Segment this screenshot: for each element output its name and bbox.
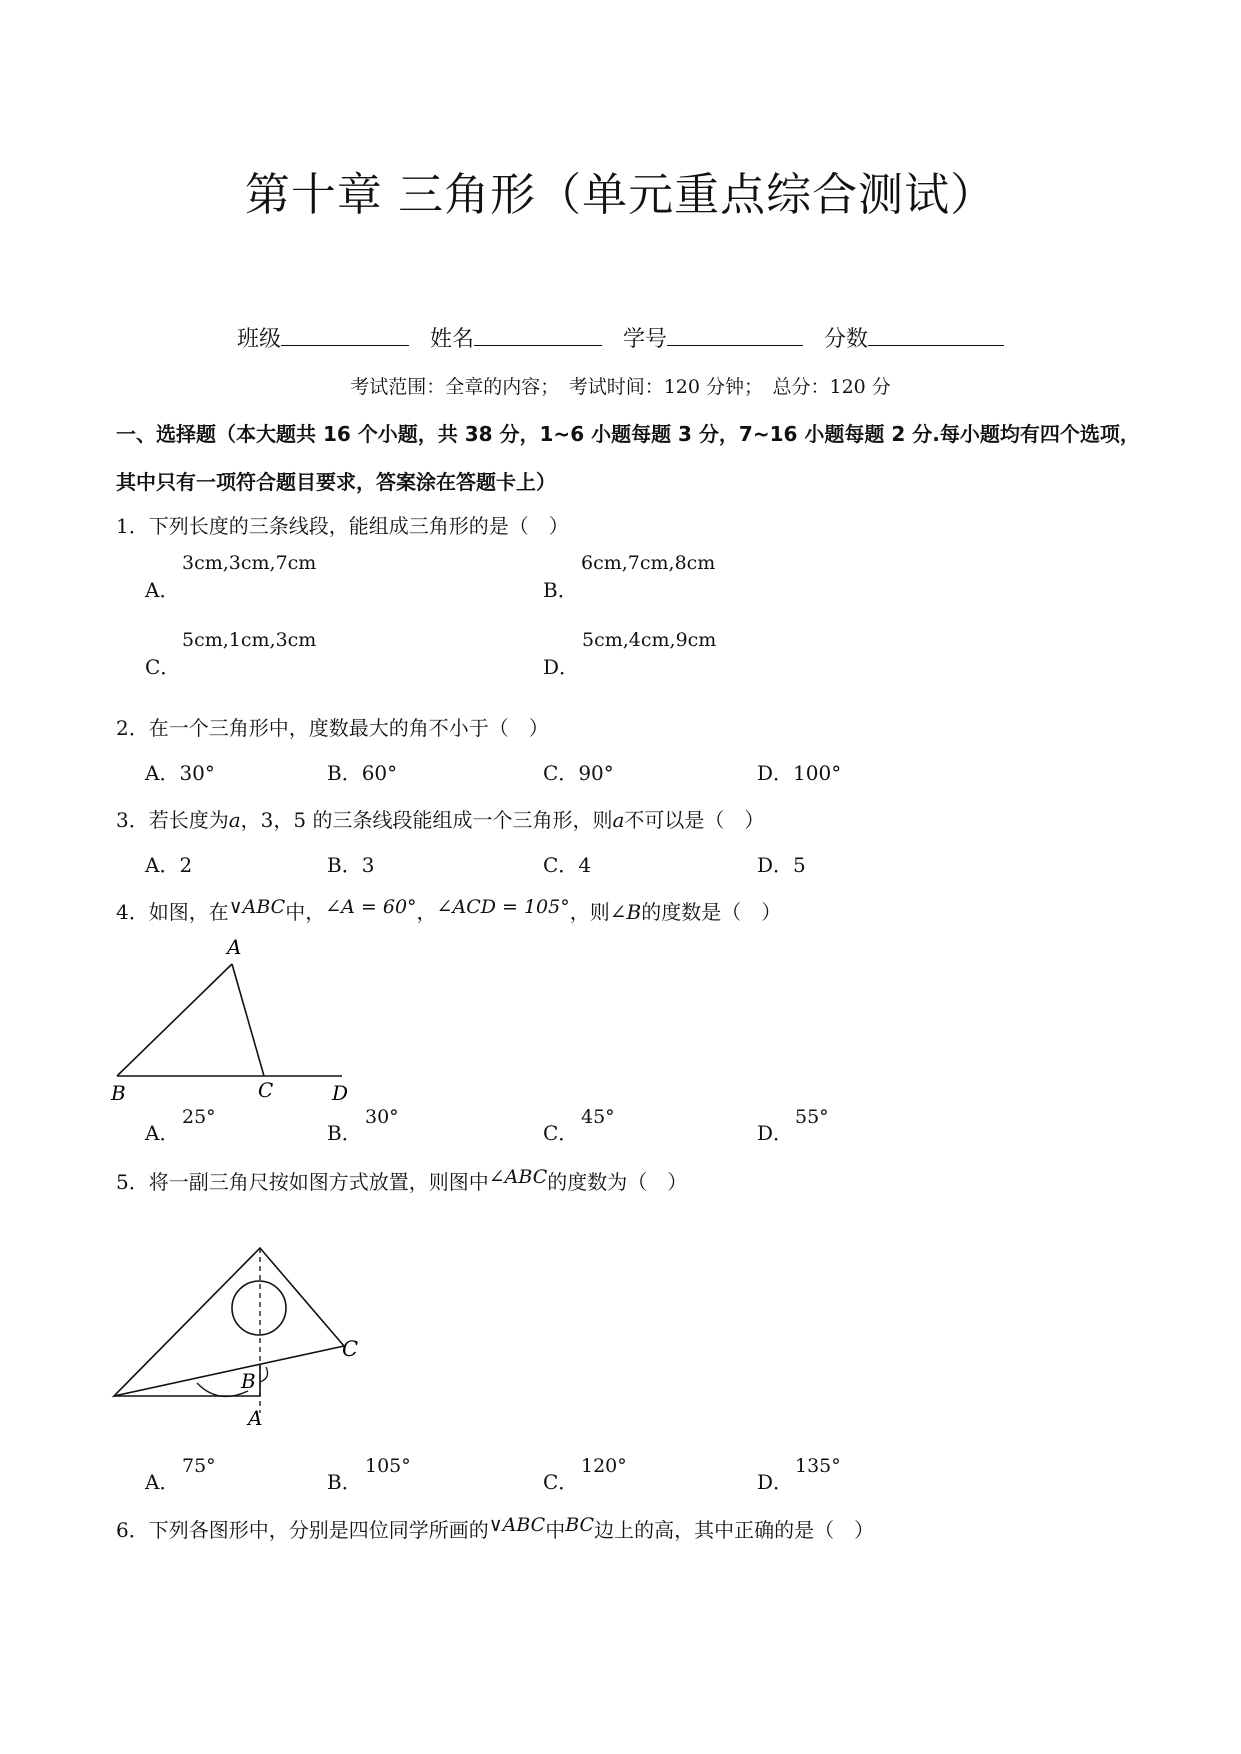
q6-stem-c: 边上的高，其中正确的是（ ） — [594, 1518, 875, 1542]
q4-label-c: C — [258, 1078, 274, 1100]
q5-circle-hole — [232, 1281, 286, 1335]
q3-option-b-value: 3 — [361, 853, 375, 877]
q4-option-d-value: 55° — [795, 1106, 829, 1128]
q1-option-d-letter[interactable]: D． — [543, 655, 580, 679]
q5-option-c-value: 120° — [581, 1455, 627, 1477]
q3-stem-c: 不可以是（ ） — [624, 808, 765, 832]
q4-stem-d: 的度数是（ ） — [641, 900, 782, 924]
q3-option-a-letter: A． — [145, 853, 180, 877]
q4-side-ac — [232, 964, 264, 1076]
q4-stem-c: ，则 — [569, 900, 610, 924]
q4-stem-b: 中， — [285, 900, 326, 924]
score-label: 分数 — [824, 327, 869, 352]
q5-set-square-45 — [114, 1248, 344, 1396]
q5-option-c-letter[interactable]: C． — [543, 1470, 579, 1494]
q2-option-c-value: 90° — [578, 761, 614, 785]
q5-figure — [100, 1235, 380, 1435]
q5-option-b-letter[interactable]: B． — [327, 1470, 362, 1494]
q4-label-a: A — [227, 935, 242, 959]
q1-option-b-letter[interactable]: B． — [543, 578, 578, 602]
q4-figure — [100, 930, 380, 1100]
q6-stem-b: 中 — [545, 1518, 566, 1542]
question-1-stem: 1．下列长度的三条线段，能组成三角形的是（ ） — [116, 514, 569, 538]
q2-option-c-letter: C． — [543, 761, 579, 785]
q5-label-b: B — [241, 1369, 256, 1393]
page-title: 第十章 三角形（单元重点综合测试） — [244, 168, 997, 221]
q4-side-ab — [117, 964, 232, 1076]
q3-stem-b: ，3，5 的三条线段能组成一个三角形，则 — [240, 808, 613, 832]
q3-option-c-letter: C． — [543, 853, 579, 877]
q2-option-d-letter: D． — [757, 761, 794, 785]
question-2-stem: 2．在一个三角形中，度数最大的角不小于（ ） — [116, 716, 549, 740]
q1-option-d-value: 5cm,4cm,9cm — [582, 629, 717, 651]
q4-option-c-letter[interactable]: C． — [543, 1121, 579, 1145]
score-blank[interactable] — [868, 325, 1004, 346]
q5-option-a-letter[interactable]: A． — [145, 1470, 180, 1494]
q4-option-a-letter[interactable]: A． — [145, 1121, 180, 1145]
q5-label-c: C — [342, 1337, 359, 1361]
q3-variable-a-2: a — [612, 808, 625, 832]
q6-side-bc: BC — [565, 1514, 595, 1536]
q4-option-d-letter[interactable]: D． — [757, 1121, 794, 1145]
q5-angle-abc: ∠ABC — [488, 1166, 548, 1188]
q3-option-d[interactable] — [757, 849, 806, 878]
q2-option-b-value: 60° — [361, 761, 398, 785]
q5-option-d-value: 135° — [795, 1455, 841, 1477]
q2-option-d[interactable] — [757, 757, 841, 786]
q2-option-a-letter: A． — [145, 761, 180, 785]
student-info-line — [0, 322, 1241, 353]
q5-option-b-value: 105° — [365, 1455, 411, 1477]
q1-option-c-value: 5cm,1cm,3cm — [182, 629, 317, 651]
question-4-stem — [116, 896, 781, 925]
q6-triangle-abc: ∨ABC — [488, 1514, 546, 1536]
q3-variable-a: a — [228, 808, 241, 832]
q1-option-a-letter[interactable]: A． — [145, 578, 180, 602]
q3-option-c[interactable] — [543, 849, 591, 878]
q3-option-a[interactable] — [145, 849, 192, 878]
q4-label-b: B — [111, 1081, 126, 1100]
q4-sep: ， — [416, 900, 437, 924]
q4-option-c-value: 45° — [581, 1106, 615, 1128]
q2-option-b[interactable] — [327, 757, 397, 786]
q4-option-b-letter[interactable]: B． — [327, 1121, 362, 1145]
q4-angle-b: ∠B — [609, 900, 642, 924]
q5-label-a: A — [248, 1406, 263, 1430]
question-5-stem — [116, 1166, 687, 1195]
q4-angle-a: ∠A = 60° — [325, 896, 417, 918]
exam-scope: 考试范围：全章的内容； 考试时间：120 分钟； 总分：120 分 — [350, 376, 891, 398]
name-blank[interactable] — [474, 325, 602, 346]
q4-option-a-value: 25° — [182, 1106, 216, 1128]
name-label: 姓名 — [429, 327, 474, 352]
q2-option-a-value: 30° — [179, 761, 215, 785]
q3-option-c-value: 4 — [578, 853, 592, 877]
q5-option-d-letter[interactable]: D． — [757, 1470, 794, 1494]
id-blank[interactable] — [667, 325, 803, 346]
q1-option-b-value: 6cm,7cm,8cm — [581, 552, 716, 574]
q3-stem-a: 3．若长度为 — [116, 808, 229, 832]
q5-stem-b: 的度数为（ ） — [547, 1170, 688, 1194]
q4-label-d: D — [332, 1081, 349, 1100]
q2-option-c[interactable] — [543, 757, 614, 786]
q5-option-a-value: 75° — [182, 1455, 216, 1477]
q2-option-b-letter: B． — [327, 761, 362, 785]
class-label: 班级 — [236, 327, 281, 352]
question-6-stem — [116, 1514, 874, 1543]
q1-option-c-letter[interactable]: C． — [145, 655, 181, 679]
q4-option-b-value: 30° — [365, 1106, 399, 1128]
question-3-stem — [116, 804, 764, 833]
q3-option-a-value: 2 — [179, 853, 193, 877]
q2-option-d-value: 100° — [793, 761, 842, 785]
q4-triangle-abc: ∨ABC — [228, 896, 286, 918]
q3-option-d-value: 5 — [793, 853, 806, 877]
section-heading-line2: 其中只有一项符合题目要求，答案涂在答题卡上） — [116, 470, 556, 494]
q1-option-a-value: 3cm,3cm,7cm — [182, 552, 317, 574]
q5-arc-right — [260, 1367, 268, 1382]
class-blank[interactable] — [281, 325, 409, 346]
q4-stem-a: 4．如图，在 — [116, 900, 229, 924]
q2-option-a[interactable] — [145, 757, 215, 786]
q5-stem-a: 5．将一副三角尺按如图方式放置，则图中 — [116, 1170, 489, 1194]
id-label: 学号 — [623, 327, 668, 352]
q4-angle-acd: ∠ACD = 105° — [436, 896, 570, 918]
q3-option-b-letter: B． — [327, 853, 362, 877]
q6-stem-a: 6．下列各图形中，分别是四位同学所画的 — [116, 1518, 489, 1542]
q3-option-b[interactable] — [327, 849, 374, 878]
q3-option-d-letter: D． — [757, 853, 794, 877]
section-heading-line1: 一、选择题（本大题共 16 个小题，共 38 分，1~6 小题每题 3 分，7~16 小题每题 2 分.每小题均有四个选项， — [116, 422, 1140, 446]
